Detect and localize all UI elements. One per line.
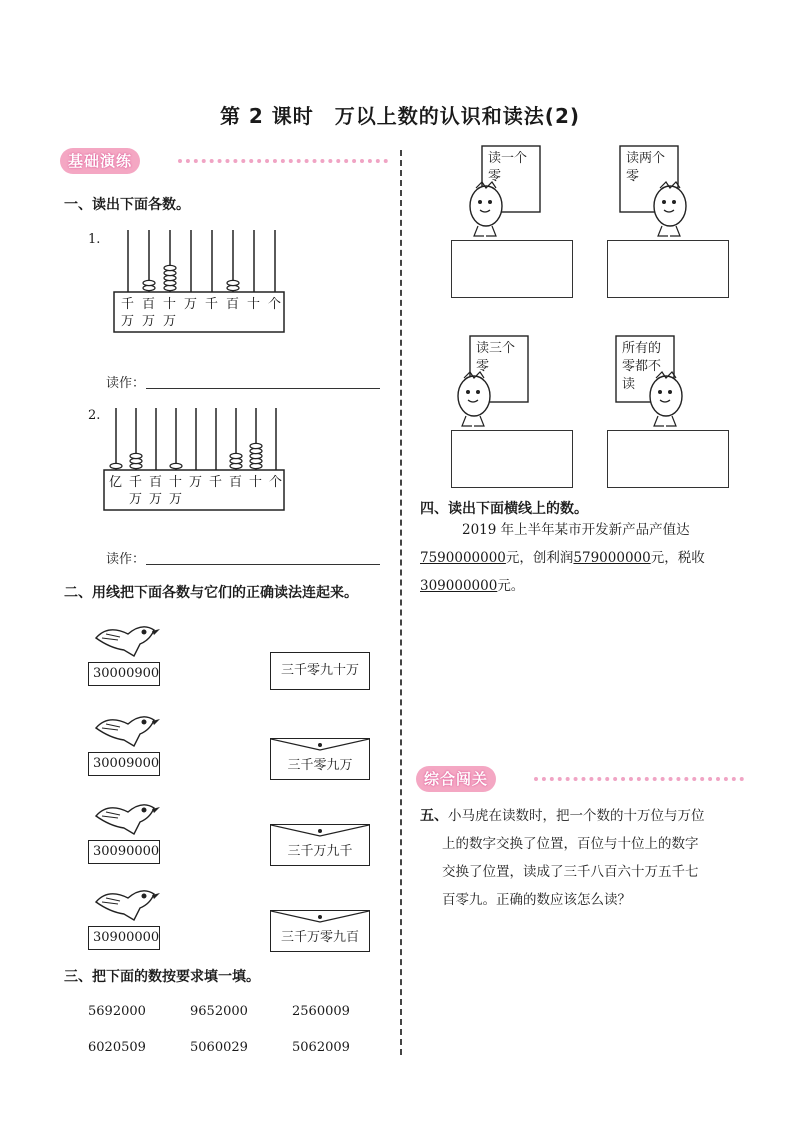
- strawberry-sign-3: [450, 334, 540, 434]
- underlined-number: 309000000: [420, 578, 498, 594]
- abacus2-read-label: 读作：: [106, 552, 146, 567]
- section3-number: 5060029: [190, 1040, 248, 1055]
- section4-text: 元，税收: [650, 550, 705, 566]
- abacus2-place: 千: [129, 475, 143, 490]
- reading-card-3[interactable]: [270, 824, 370, 866]
- abacus1-place: 千: [121, 297, 135, 312]
- sign-text: 读两个零: [626, 151, 666, 184]
- abacus1-place: 百: [226, 297, 240, 312]
- envelope-flap-icon: [271, 825, 369, 839]
- abacus1-place: 千: [205, 297, 219, 312]
- comprehensive-banner: [416, 766, 746, 792]
- section4-text: 2019 年上半年某市开发新产品产值达: [462, 522, 690, 538]
- strawberry-sign-2: [616, 144, 706, 244]
- reading-text: 三千万零九百: [280, 930, 359, 945]
- abacus2-answer-line[interactable]: [146, 564, 380, 565]
- answer-box-1[interactable]: [451, 240, 573, 298]
- bird-card-1[interactable]: [88, 616, 168, 681]
- abacus2-place: 万: [189, 475, 203, 490]
- reading-card-4[interactable]: [270, 910, 370, 952]
- abacus2-place: 百: [149, 475, 163, 490]
- reading-text: 三千零九十万: [280, 663, 359, 678]
- abacus1-place: 百: [142, 297, 156, 312]
- section3-number: 2560009: [292, 1004, 350, 1019]
- section1-heading: 一、读出下面各数。: [64, 197, 190, 213]
- page-title: 第 2 课时 万以上数的认识和读法(2): [219, 104, 581, 128]
- section2-heading: 二、用线把下面各数与它们的正确读法连起来。: [64, 585, 358, 601]
- envelope-flap-icon: [271, 739, 369, 753]
- abacus1-number: 1.: [88, 232, 101, 247]
- section3-number: 6020509: [88, 1040, 146, 1055]
- strawberry-sign-1: [462, 144, 552, 244]
- section5-number: 五、: [420, 808, 448, 824]
- bird-icon: [88, 880, 168, 928]
- abacus2-place: 千: [209, 475, 223, 490]
- abacus1-place: 万: [184, 297, 198, 312]
- section4-text: 元，创利润: [505, 550, 574, 566]
- banner-dots: [534, 777, 744, 781]
- abacus2-number: 2.: [88, 408, 101, 423]
- number-card: 30900000: [88, 926, 160, 950]
- number-card: 30000900: [88, 662, 160, 686]
- abacus1-place: 十: [163, 297, 177, 312]
- sign-text: 读三个零: [476, 341, 516, 374]
- section3-heading: 三、把下面的数按要求填一填。: [64, 969, 260, 985]
- bird-icon: [88, 706, 168, 754]
- section5-line: 百零九。正确的数应该怎么读？: [442, 892, 631, 908]
- abacus2-place: 十: [249, 475, 263, 490]
- bird-card-3[interactable]: [88, 794, 168, 859]
- abacus1-read-label: 读作：: [106, 376, 146, 391]
- abacus1: [110, 226, 290, 336]
- banner-label: 综合闯关: [416, 766, 496, 792]
- abacus2-place: 十: [169, 475, 183, 490]
- abacus2-place: 个: [269, 475, 283, 490]
- bird-icon: [88, 616, 168, 664]
- column-divider: [400, 150, 402, 1055]
- section3-number: 5062009: [292, 1040, 350, 1055]
- reading-card-1[interactable]: [270, 652, 370, 690]
- abacus1-place: 万: [142, 314, 156, 329]
- abacus2-place: 万: [149, 492, 163, 507]
- reading-text: 三千零九万: [287, 758, 353, 773]
- abacus1-place: 万: [121, 314, 135, 329]
- section3-number: 9652000: [190, 1004, 248, 1019]
- section5-line: 交换了位置，读成了三千八百六十万五千七: [442, 864, 699, 880]
- bird-icon: [88, 794, 168, 842]
- bird-card-2[interactable]: [88, 706, 168, 771]
- underlined-number: 579000000: [573, 550, 651, 566]
- abacus2-place: 万: [129, 492, 143, 507]
- abacus1-place: 个: [268, 297, 282, 312]
- number-card: 30090000: [88, 840, 160, 864]
- abacus2-place: 百: [229, 475, 243, 490]
- answer-box-2[interactable]: [607, 240, 729, 298]
- section5-line: 上的数字交换了位置，百位与十位上的数字: [442, 836, 699, 852]
- bird-card-4[interactable]: [88, 880, 168, 945]
- abacus2: [102, 404, 288, 516]
- section4-text: 元。: [497, 578, 525, 594]
- section4-paragraph: [420, 516, 750, 600]
- section5-line: 小马虎在读数时，把一个数的十万位与万位: [448, 808, 705, 824]
- section3-number: 5692000: [88, 1004, 146, 1019]
- reading-text: 三千万九千: [287, 844, 353, 859]
- answer-box-3[interactable]: [451, 430, 573, 488]
- underlined-number: 7590000000: [420, 550, 506, 566]
- basic-practice-banner: [60, 148, 390, 174]
- answer-box-4[interactable]: [607, 430, 729, 488]
- reading-card-2[interactable]: [270, 738, 370, 780]
- banner-dots: [178, 159, 388, 163]
- abacus1-answer-line[interactable]: [146, 388, 380, 389]
- envelope-flap-icon: [271, 911, 369, 925]
- section4-heading: 四、读出下面横线上的数。: [420, 501, 588, 517]
- number-card: 30009000: [88, 752, 160, 776]
- abacus1-place: 万: [163, 314, 177, 329]
- section5-question: [420, 802, 760, 914]
- sign-text: 所有的零都不读: [622, 341, 662, 392]
- abacus1-place: 十: [247, 297, 261, 312]
- sign-text: 读一个零: [488, 151, 528, 184]
- abacus2-place: 万: [169, 492, 183, 507]
- strawberry-sign-4: [612, 334, 702, 434]
- banner-label: 基础演练: [60, 148, 140, 174]
- abacus2-place: 亿: [109, 475, 123, 490]
